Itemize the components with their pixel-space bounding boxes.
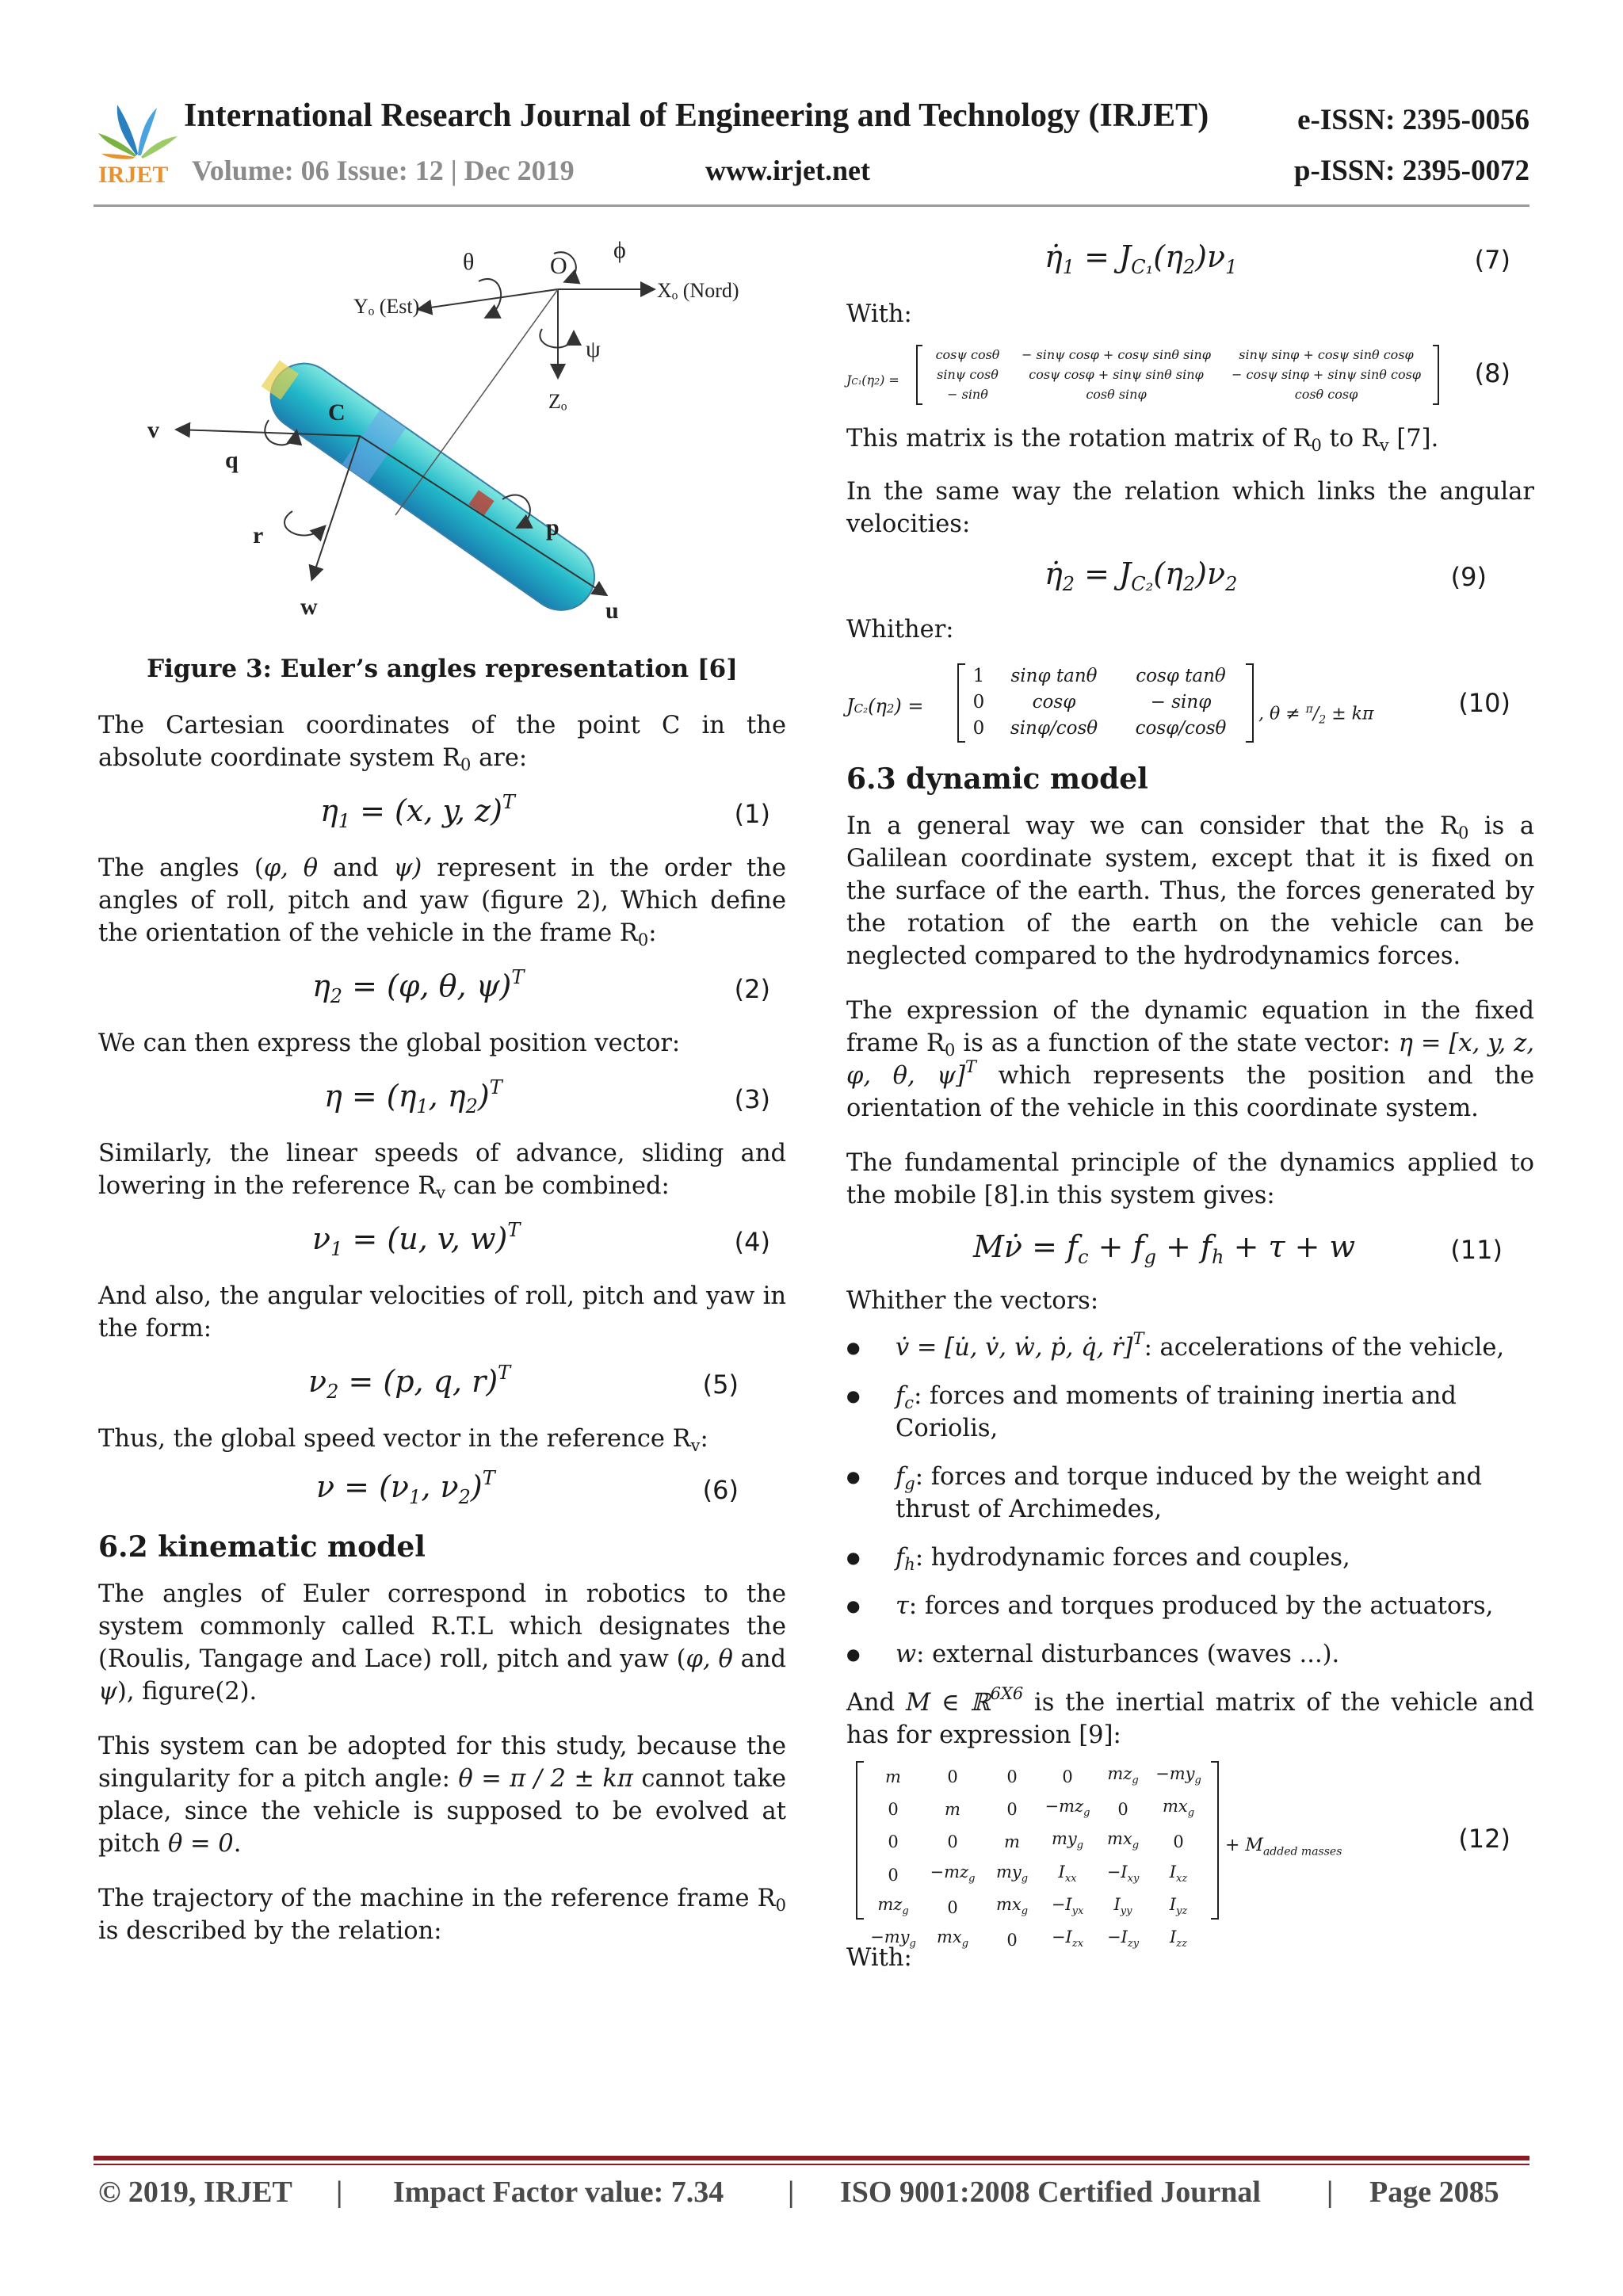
label-theta: θ (463, 249, 475, 275)
label-phi: ϕ (613, 237, 626, 263)
paragraph-global-speed: Thus, the global speed vector in the reference $R_v$: (98, 1425, 708, 1455)
label-w: w (300, 594, 318, 620)
label-c: C (328, 399, 346, 426)
equation-number: (12) (1458, 1824, 1510, 1854)
label-o: O (550, 253, 567, 279)
vehicle-hull (251, 346, 608, 623)
equation-10-matrix: JC₂(η2) = 1 sinφ tanθ cosφ tanθ 0 cosφ − sinφ 0 sinφ/cosθ cosφ/cosθ , $\theta \ne ^\pi/_2 \pm k\pi$ (10) (846, 660, 1534, 747)
footer-copyright: © 2019, IRJET (98, 2176, 292, 2209)
equation-8-matrix: JC₁(η2) = cosψ cosθ − sinψ cosφ + cosψ sinθ sinφ sinψ sinφ + cosψ sinθ cosφ sinψ cosθ cosψ cosφ + sinψ sinθ sinφ − cosψ sinφ + sinψ sinθ cosφ − sinθ cosθ sinφ cosθ cosφ (8) (846, 340, 1534, 411)
euler-angles-figure (98, 230, 786, 642)
equation-number: (2) (734, 974, 770, 1004)
list-item: ● $f_c$: forces and moments of training inertia and Coriolis, (846, 1380, 1534, 1445)
equation-1: $\eta_1 = (x$, y, z)$^T$ (1) (320, 791, 770, 832)
website-link[interactable]: www.irjet.net (705, 155, 870, 186)
vector-definitions-list (846, 1331, 1534, 1671)
paragraph-singularity: This system can be adopted for this study, because the singularity for a pitch angle: θ = π / 2 ± kπ cannot take place, since the vehicle is supposed to be evolved at pitch θ = 0. (98, 1733, 786, 1858)
section-heading-dynamic: 6.3 dynamic model (846, 762, 1148, 796)
footer-iso: ISO 9001:2008 Certified Journal (840, 2176, 1261, 2209)
equation-number: (4) (734, 1227, 770, 1257)
list-item: ● w: external disturbances (waves ...). (846, 1638, 1534, 1671)
page-header (0, 0, 1623, 214)
label-p: p (546, 514, 559, 541)
label-xo: Xₒ (Nord) (657, 279, 739, 302)
equation-5: $\nu_2 = (p$, q, r)$^T$ (5) (308, 1362, 739, 1403)
equation-3: $\eta = (\eta_1$, $\eta_2)^T$ (3) (324, 1076, 770, 1117)
paragraph-trajectory: The trajectory of the machine in the reference frame $R_0$ is described by the relation: (98, 1885, 786, 1945)
footer-separator: | (1327, 2176, 1334, 2209)
label-with: With: (846, 300, 912, 328)
label-r: r (253, 522, 264, 548)
p-issn: p-ISSN: 2395-0072 (1293, 155, 1529, 187)
right-column (846, 230, 1534, 1974)
figure-drawing (98, 230, 786, 642)
list-item: ● $f_g$: forces and torque induced by the weight and thrust of Archimedes, (846, 1461, 1534, 1526)
equation-number: (11) (1450, 1235, 1503, 1265)
list-item: ● v̇ = [u̇, v̇, ẇ, ṗ, q̇, ṙ]$^T$: accelerations of the vehicle, (846, 1331, 1534, 1364)
equation-number: (3) (734, 1084, 770, 1114)
paragraph-cartesian: The Cartesian coordinates of the point C in the absolute coordinate system $R_0$ are: (98, 712, 786, 774)
equation-number: (6) (702, 1475, 739, 1505)
equation-12-matrix: m 0 0 0 $mz_g$ $-my_g$ 0 m 0 $-mz_g$ 0 $mx_g$ 0 0 m $my_g$ $mx_g$ 0 0 $-mz_g$ $my_g$ $I_{xx}$ $-I_{xy}$ $I_{xz}$ $mz_g$ 0 $mx_g$ $-I_{yx}$ $I_{yy}$ $I_{yz}$ $-my_g$ $mx_g$ 0 $-I_{zx}$ $-I_{zy}$ $I_{zz}$ + $M_{added masses}$ (12) (846, 1758, 1534, 1924)
added-masses-term: + M (1225, 1836, 1263, 1855)
equation-6: $\nu = (\nu_1$, $\nu_2)^T$ (6) (316, 1467, 739, 1508)
left-column (98, 230, 786, 1947)
footer-separator: | (336, 2176, 343, 2209)
paragraph-angular-link: In the same way the relation which links the angular velocities: (846, 478, 1534, 538)
label-yo: Yₒ (Est) (353, 295, 420, 318)
footer-separator: | (788, 2176, 795, 2209)
paragraph-inertial-matrix: And M ∈ ℝ$^{6X6}$ is the inertial matrix of the vehicle and has for expression [9]: (846, 1684, 1535, 1749)
footer-page-number: Page 2085 (1369, 2176, 1499, 2209)
footer-divider (94, 2156, 1529, 2160)
e-issn: e-ISSN: 2395-0056 (1297, 104, 1529, 136)
equation-number: (10) (1458, 688, 1510, 718)
paragraph-dynamic-equation: The expression of the dynamic equation in the fixed frame $R_0$ is as a function of the state vector: η = [x, y, z, φ, θ, ψ]$^T$ which represents the position and the orientation of the vehicle in this coordinate system. (846, 997, 1535, 1122)
label-q: q (225, 447, 239, 473)
equation-7: $\etȧ_1 = J_{C_1}(\eta_2)\nu_1$ (7) (1044, 239, 1510, 278)
paragraph-linear-speeds: Similarly, the linear speeds of advance, sliding and lowering in the reference $R_v$ can be combined: (98, 1140, 786, 1202)
footer-impact-factor: Impact Factor value: 7.34 (393, 2176, 724, 2209)
label-zo: Zₒ (548, 390, 567, 413)
list-item: ● τ: forces and torques produced by the actuators, (846, 1590, 1534, 1622)
paragraph-angular-velocities: And also, the angular velocities of roll, pitch and yaw in the form: (98, 1282, 786, 1343)
figure-caption: Figure 3: Euler’s angles representation [6] (147, 655, 738, 683)
paragraph-fundamental-principle: The fundamental principle of the dynamics applied to the mobile [8].in this system gives: (846, 1149, 1534, 1209)
equation-4: $\nu_1 = (u$, v, w)$^T$ (4) (312, 1219, 770, 1260)
paragraph-rotation-matrix: This matrix is the rotation matrix of $R_0$ to $R_v$ [7]. (846, 425, 1439, 455)
equation-number: (1) (734, 799, 770, 829)
paragraph-galilean: In a general way we can consider that the $R_0$ is a Galilean coordinate system, except that it is fixed on the surface of the earth. Thus, the forces generated by the rotation of the earth on the vehicle can be neglected compared to the hydrodynamics forces. (846, 812, 1535, 970)
volume-issue: Volume: 06 Issue: 12 | Dec 2019 (192, 155, 575, 186)
paragraph-angles: The angles (φ, θ and ψ) represent in the order the angles of roll, pitch and yaw (figure 2), Which define the orientation of the vehicle in the frame $R_0$: (98, 854, 786, 949)
equation-number: (7) (1474, 245, 1510, 275)
label-v: v (147, 417, 159, 443)
equation-2: $\eta_2 = (\varphi$, θ, ψ)$^T$ (2) (312, 966, 770, 1007)
label-u: u (605, 598, 619, 624)
page-footer (98, 2175, 1534, 2214)
footer-divider-thin (94, 2164, 1529, 2165)
equation-number: (8) (1474, 358, 1510, 388)
equation-11: Mν̇ = $f_c + f_g + f_h + \tau + w$ (11) (973, 1229, 1503, 1268)
paragraph-euler-robotics: The angles of Euler correspond in robotics to the system commonly called R.T.L which designates the (Roulis, Tangage and Lace) roll, pitch and yaw (φ, θ and ψ), figure(2). (98, 1580, 787, 1706)
irjet-logo (94, 94, 181, 189)
header-divider (94, 204, 1529, 207)
section-heading-kinematic: 6.2 kinematic model (98, 1530, 426, 1564)
paragraph-global-position: We can then express the global position vector: (98, 1030, 681, 1057)
list-item: ● $f_h$: hydrodynamic forces and couples, (846, 1541, 1534, 1574)
equation-9: $\etȧ_2 = J_{C_2}(\eta_2)\nu_2$ (9) (1044, 556, 1487, 595)
equation-number: (9) (1450, 562, 1487, 592)
label-whither-vectors: Whither the vectors: (846, 1287, 1099, 1315)
label-psi: ψ (586, 336, 601, 362)
journal-title: International Research Journal of Engineering and Technology (IRJET) (184, 97, 1209, 134)
label-whither: Whither: (846, 616, 954, 644)
logo-text: IRJET (98, 162, 169, 188)
label-with-2: With: (846, 1944, 912, 1972)
equation-number: (5) (702, 1370, 739, 1400)
